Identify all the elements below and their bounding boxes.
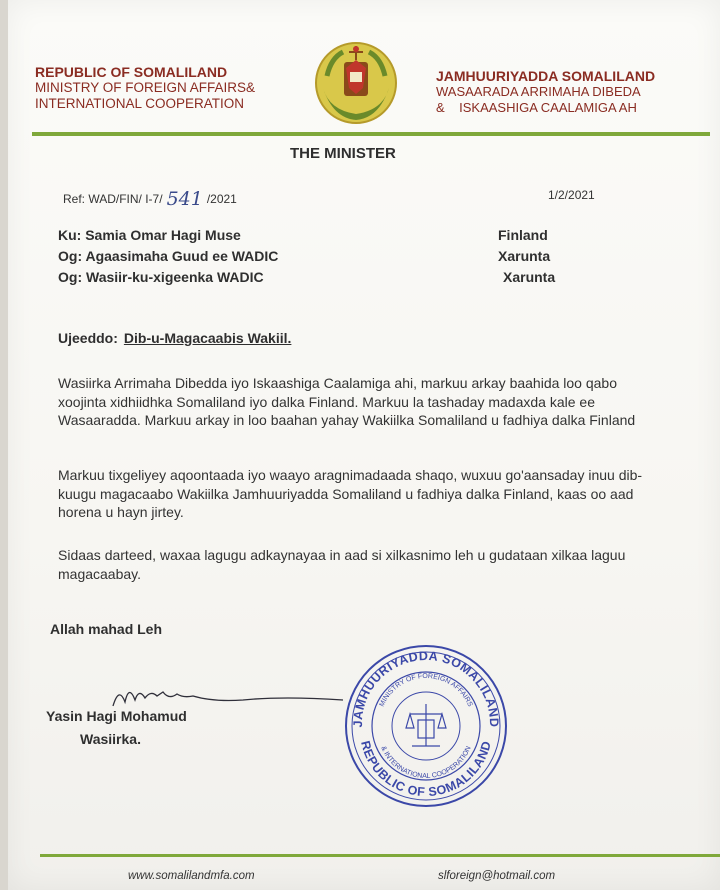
letter-page [8,0,720,890]
subject-text: Dib-u-Magacaabis Wakiil. [123,330,292,346]
body-paragraph-3: Sidaas darteed, waxaa lagugu adkaynayaa in aad si xilkasnimo leh u gudataan xilkaa laguu magacaabay. [58,547,626,582]
header-right-line2: WASAARADA ARRIMAHA DIBEDA [436,84,641,99]
coat-of-arms-emblem-icon [313,38,399,124]
official-stamp-icon [340,638,512,810]
signer-title: Wasiirka. [80,731,141,747]
body-paragraph-1: Wasiirka Arrimaha Dibedda iyo Iskaashiga Caalamiga ahi, markuu arkay baahida loo qabo xoojinta xidhiidhka Somaliland iyo dalka Finland. Markuu la tashaday madaxda kale ee Wasaaradda. Markuu arkay in loo baahan yahay Wakiilka Somaliland u fadhiya dalka Finland [58,375,636,428]
stamp-outer-bottom-text: REPUBLIC OF SOMALILAND [358,739,494,800]
recipient-line-2: Og: Agaasimaha Guud ee WADIC [58,248,279,264]
recipient-place-3: Xarunta [503,269,556,285]
header-left-line1: REPUBLIC OF SOMALILAND [35,64,228,80]
recipient-place-2: Xarunta [498,248,551,264]
stamp-outer-top-text: JAMHUURIYADDA SOMALILAND [350,648,502,728]
subject-label: Ujeeddo: [58,330,118,346]
header-right-line3: & ISKAASHIGA CAALAMIGA AH [436,100,637,115]
recipient-line-3: Og: Wasiir-ku-xigeenka WADIC [58,269,264,285]
stamp-inner-bottom-text: & INTERNATIONAL COOPERATION [379,745,473,781]
recipient-line-1: Ku: Samia Omar Hagi Muse [58,227,241,243]
header-left-line3: INTERNATIONAL COOPERATION [35,96,245,111]
header-left-block [35,64,255,112]
subject-line [58,330,291,346]
svg-text:MINISTRY OF FOREIGN AFFAIRS [379,673,474,708]
header-left-line2: MINISTRY OF FOREIGN AFFAIRS& [35,80,256,95]
reference-prefix: Ref: WAD/FIN/ I-7/ [63,192,163,206]
header-right-line1: JAMHUURIYADDA SOMALILAND [436,68,656,84]
header-right-block [436,68,655,116]
reference-line [63,186,237,208]
body-paragraph-2: Markuu tixgeliyey aqoontaada iyo waayo aragnimadaada shaqo, wuxuu go'aansaday inuu dib-kuugu magacaabo Wakiilka Jamhuuriyadda Somaliland u fadhiya dalka Finland, kaas oo aad horena u hayn jirtey. [58,467,643,520]
letter-date: 1/2/2021 [548,188,595,202]
minister-heading: THE MINISTER [290,145,396,162]
reference-suffix: /2021 [206,192,237,206]
footer-email: slforeign@hotmail.com [438,870,556,882]
closing-line: Allah mahad Leh [50,621,163,637]
recipient-place-1: Finland [498,227,548,243]
reference-number-handwritten: 541 [166,188,203,210]
stamp-inner-top-text: MINISTRY OF FOREIGN AFFAIRS [378,672,474,708]
footer-website: www.somalilandmfa.com [128,870,255,882]
header-divider [32,132,710,136]
signer-name: Yasin Hagi Mohamud [46,708,187,724]
footer-divider [40,854,720,857]
